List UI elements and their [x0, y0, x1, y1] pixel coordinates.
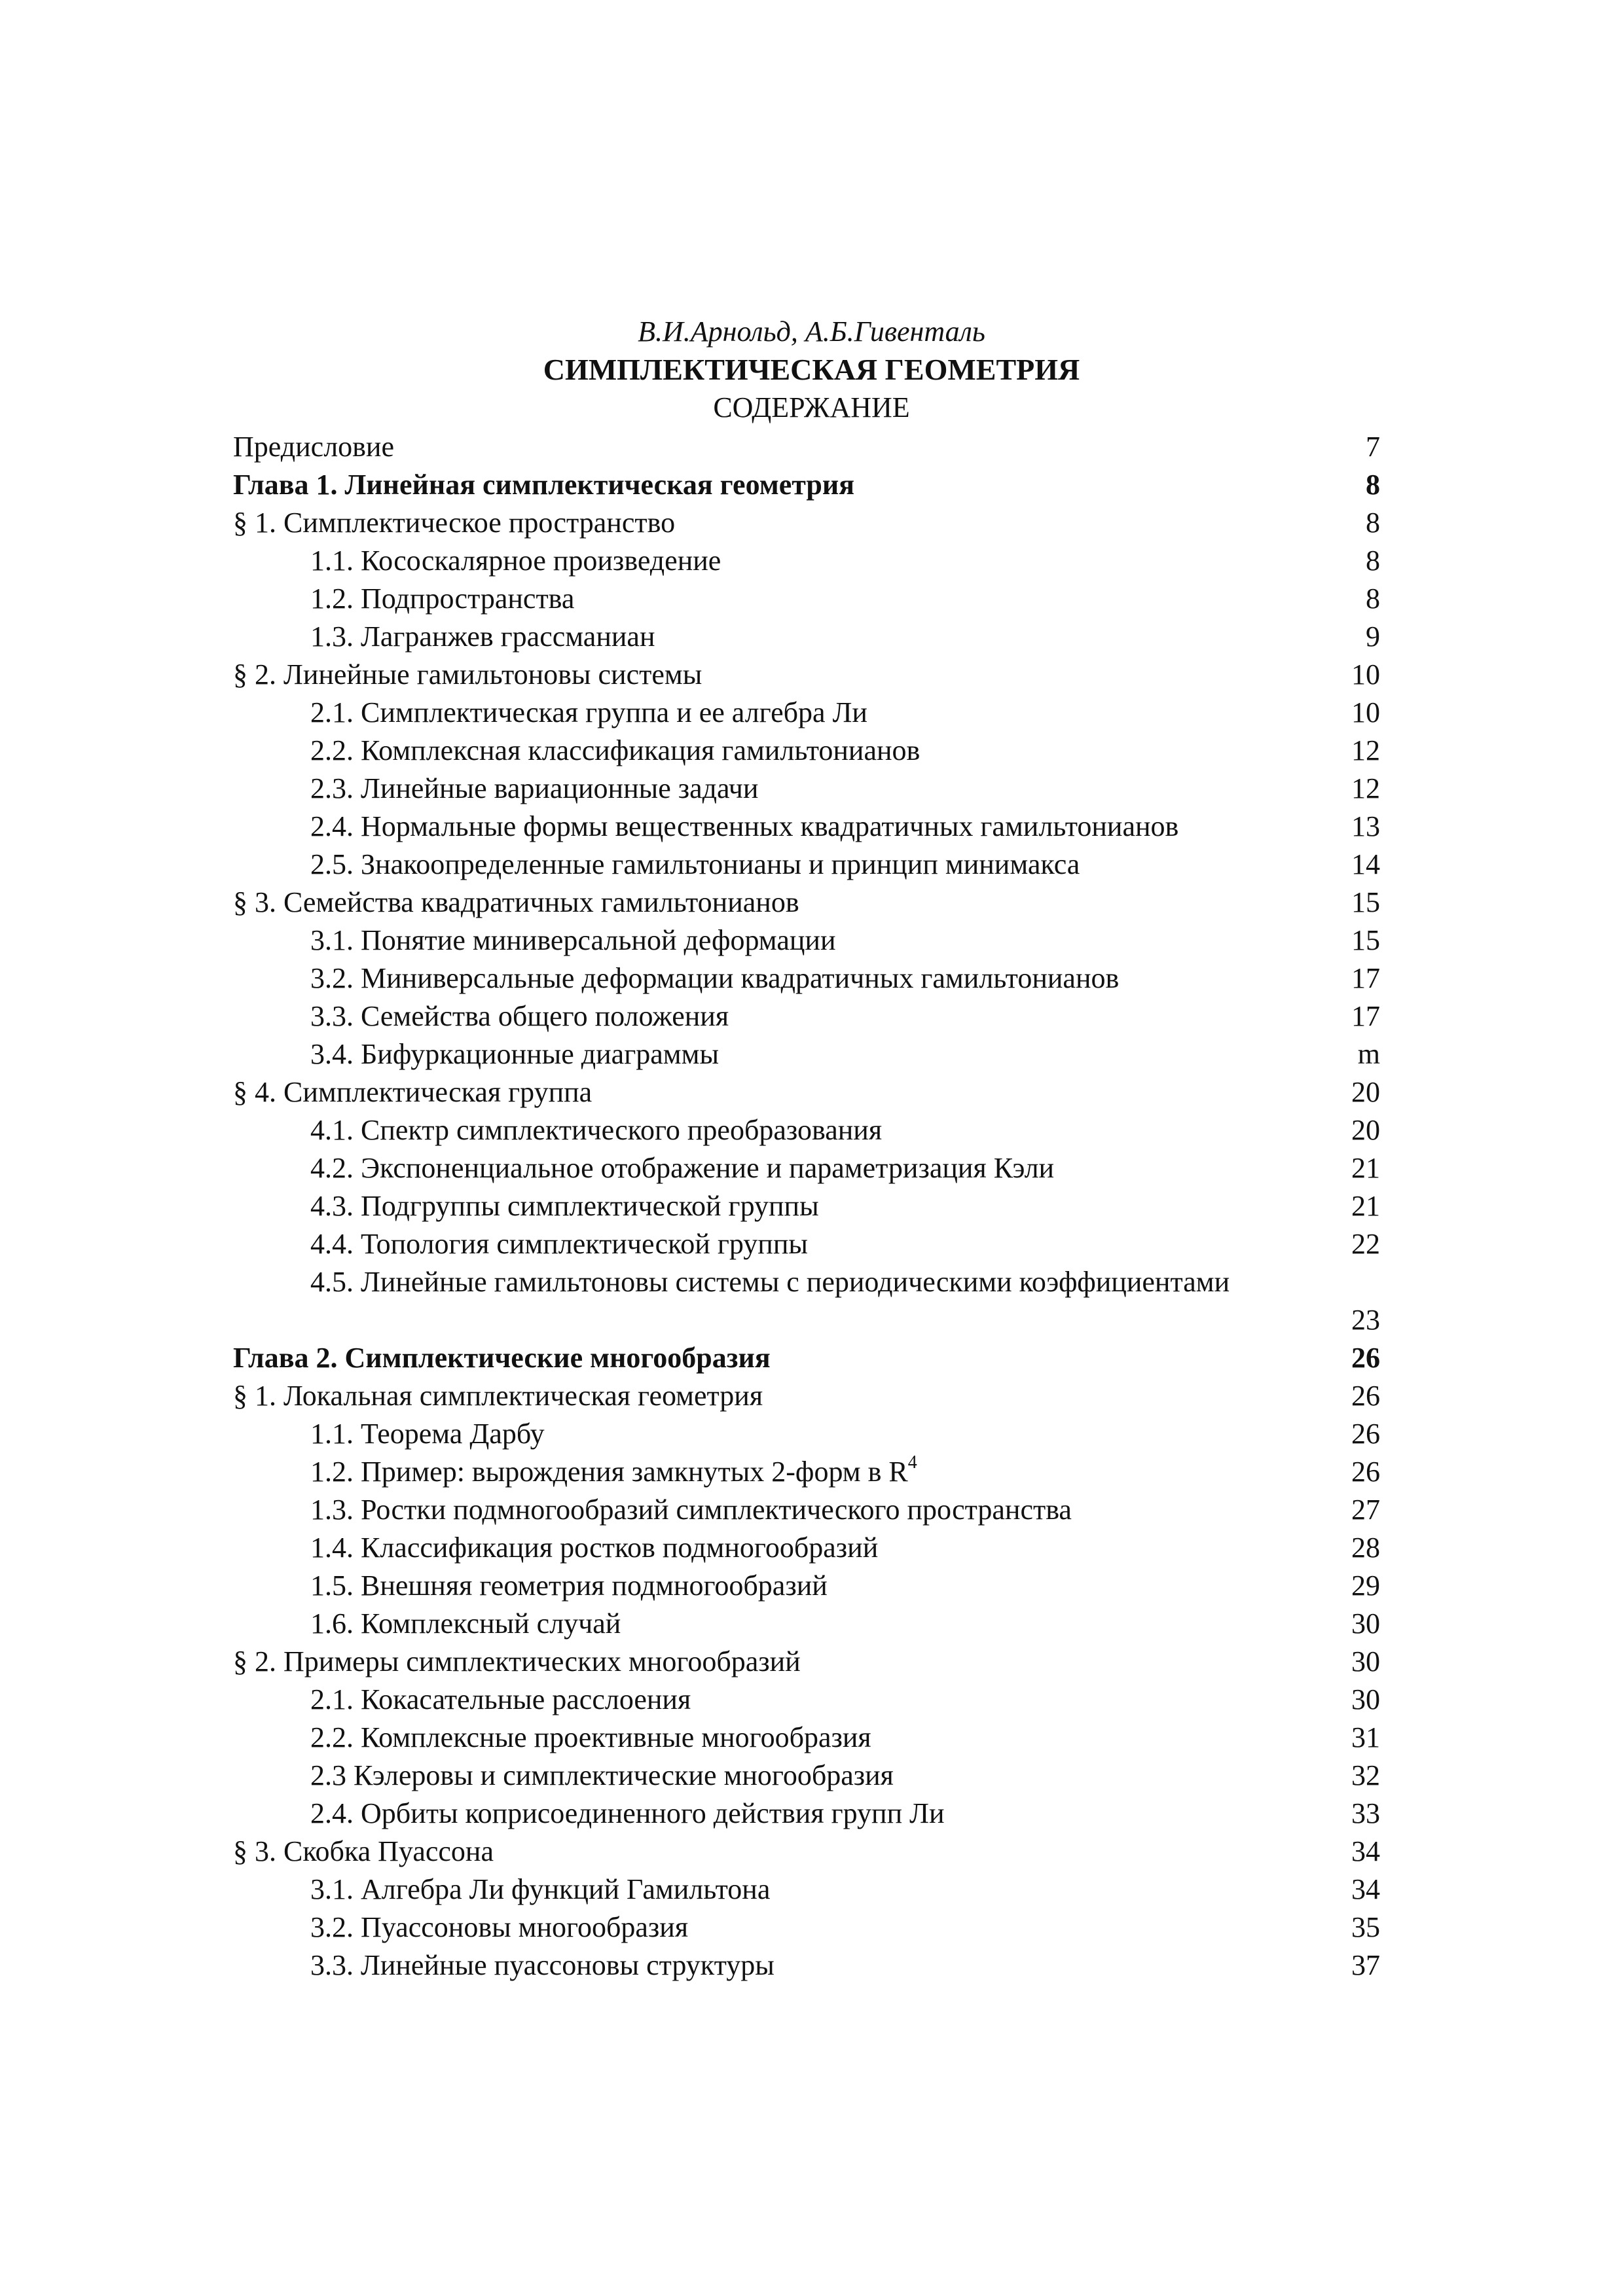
- toc-page-number: 37: [1351, 1949, 1380, 1981]
- toc-entry: [233, 428, 1380, 466]
- toc-entry-title: [310, 732, 920, 770]
- toc-entry-text: 3.1. Алгебра Ли функций Гамильтона: [310, 1873, 771, 1905]
- toc-entry-text: § 1. Локальная симплектическая геометрия: [233, 1380, 763, 1412]
- toc-page-number: 12: [1351, 772, 1380, 804]
- toc-entry-title: [310, 1225, 808, 1263]
- toc-chapter-entry: [233, 466, 1380, 504]
- toc-page-number: 10: [1351, 696, 1380, 728]
- toc-entry-text: 4.1. Спектр симплектического преобразования: [310, 1114, 883, 1146]
- toc-page-number: 26: [1351, 1418, 1380, 1450]
- toc-entry-text: § 3. Семейства квадратичных гамильтонианов: [233, 886, 799, 918]
- contents-heading: СОДЕРЖАНИЕ: [713, 391, 910, 423]
- toc-entry: [233, 694, 1380, 732]
- toc-entry-title: [310, 1719, 871, 1757]
- toc-entry: [233, 1377, 1380, 1415]
- toc-entry-text: 3.3. Линейные пуассоновы структуры: [310, 1949, 775, 1981]
- toc-page-number: 14: [1351, 848, 1380, 880]
- toc-entry: [233, 1643, 1380, 1681]
- toc-entry: [233, 846, 1380, 884]
- toc-entry-title: [310, 808, 1178, 846]
- toc-entry: [233, 1263, 1380, 1339]
- toc-entry: [233, 1149, 1380, 1187]
- toc-entry-title: [233, 504, 675, 542]
- toc-entry-title: [233, 466, 854, 504]
- toc-page-number: 12: [1351, 734, 1380, 766]
- toc-entry-text: § 2. Примеры симплектических многообразий: [233, 1645, 801, 1677]
- toc-entry: [233, 884, 1380, 922]
- toc-page-number: 28: [1351, 1532, 1380, 1564]
- book-title: СИМПЛЕКТИЧЕСКАЯ ГЕОМЕТРИЯ: [543, 353, 1080, 386]
- toc-entry-title: [310, 1605, 621, 1643]
- toc-entry-title: [310, 1946, 775, 1984]
- toc-entry-text: Глава 2. Симплектические многообразия: [233, 1342, 771, 1374]
- toc-entry-text: § 3. Скобка Пуассона: [233, 1835, 494, 1867]
- toc-entry-text: § 2. Линейные гамильтоновы системы: [233, 658, 702, 691]
- toc-entry: [233, 1035, 1380, 1073]
- toc-page-number: 27: [1351, 1494, 1380, 1526]
- toc-page-number: 33: [1351, 1797, 1380, 1829]
- toc-entry-text: 1.3. Лагранжев грассманиан: [310, 620, 655, 653]
- toc-entry: [233, 1719, 1380, 1757]
- toc-page-number: 20: [1351, 1114, 1380, 1146]
- toc-page-number: 34: [1351, 1835, 1380, 1867]
- toc-entry: [233, 1187, 1380, 1225]
- toc-entry-title: [310, 1263, 1292, 1301]
- toc-entry-title: [310, 1795, 945, 1833]
- toc-page-number: 8: [1366, 583, 1380, 615]
- toc-entry-text: § 4. Симплектическая группа: [233, 1076, 593, 1108]
- toc-entry: [233, 1567, 1380, 1605]
- toc-entry-text: 4.3. Подгруппы симплектической группы: [310, 1190, 819, 1222]
- toc-entry-title: [310, 1567, 828, 1605]
- toc-entry-text: 3.4. Бифуркационные диаграммы: [310, 1038, 720, 1070]
- toc-entry-text: 2.3. Линейные вариационные задачи: [310, 772, 759, 804]
- toc-entry-text: 4.4. Топология симплектической группы: [310, 1228, 808, 1260]
- toc-entry-text: § 1. Симплектическое пространство: [233, 507, 676, 539]
- toc-entry-title: [233, 656, 702, 694]
- toc-entry: [233, 504, 1380, 542]
- toc-page-number: 8: [1366, 469, 1380, 501]
- toc-entry-title: [233, 1073, 592, 1111]
- toc-entry: [233, 618, 1380, 656]
- toc-entry-title: [310, 1871, 770, 1909]
- toc-page-number: 9: [1366, 620, 1380, 653]
- toc-entry-title: [233, 1377, 763, 1415]
- toc-entry: [233, 542, 1380, 580]
- toc-entry: [233, 1946, 1380, 1984]
- toc-page-number: 30: [1351, 1607, 1380, 1640]
- toc-entry: [233, 808, 1380, 846]
- toc-entry-title: [310, 1529, 878, 1567]
- toc-entry: [233, 1795, 1380, 1833]
- toc-entry-text: Предисловие: [233, 431, 394, 463]
- toc-entry-text: 2.5. Знакоопределенные гамильтонианы и принцип минимакса: [310, 848, 1080, 880]
- toc-entry-title: [310, 694, 867, 732]
- toc-entry-title: [310, 1415, 545, 1453]
- toc-page-number: 17: [1351, 1000, 1380, 1032]
- toc-entry-text: 4.2. Экспоненциальное отображение и параметризация Кэли: [310, 1152, 1055, 1184]
- toc-entry-title: [310, 1681, 691, 1719]
- toc-entry-title: [310, 1909, 688, 1946]
- toc-page-number: 15: [1351, 924, 1380, 956]
- toc-entry-text: 2.4. Орбиты коприсоединенного действия групп Ли: [310, 1797, 945, 1829]
- authors: В.И.Арнольд, А.Б.Гивенталь: [638, 315, 985, 348]
- toc-entry-title: [233, 1643, 801, 1681]
- toc-entry-title: [310, 846, 1080, 884]
- toc-entry: [233, 732, 1380, 770]
- toc-entry-title: [233, 1833, 494, 1871]
- toc-entry-title: [310, 1757, 894, 1795]
- toc-page-number: 22: [1351, 1228, 1380, 1260]
- toc-entry-title: [310, 1111, 882, 1149]
- toc-entry-title: [310, 1453, 917, 1491]
- toc-page-number: 20: [1351, 1076, 1380, 1108]
- toc-entry-superscript: 4: [907, 1452, 917, 1473]
- toc-entry-text: 1.2. Пример: вырождения замкнутых 2-форм в R: [310, 1456, 908, 1488]
- toc-entry-title: [310, 618, 655, 656]
- toc-entry-title: [233, 1339, 771, 1377]
- toc-page-number: 13: [1351, 810, 1380, 842]
- toc-entry: [233, 1757, 1380, 1795]
- toc-entry: [233, 770, 1380, 808]
- toc-entry: [233, 1111, 1380, 1149]
- toc-page-number: 10: [1351, 658, 1380, 691]
- toc-entry-text: 2.4. Нормальные формы вещественных квадратичных гамильтонианов: [310, 810, 1179, 842]
- toc-entry-text: 2.1. Симплектическая группа и ее алгебра Ли: [310, 696, 867, 728]
- toc-page-number: 23: [1351, 1304, 1380, 1336]
- toc-entry-text: 3.2. Пуассоновы многообразия: [310, 1911, 689, 1943]
- toc-entry-title: [310, 960, 1119, 997]
- toc-entry: [233, 1681, 1380, 1719]
- toc-entry-text: 2.2. Комплексная классификация гамильтонианов: [310, 734, 921, 766]
- toc-entry-title: [233, 428, 394, 466]
- toc-page-number: 7: [1366, 431, 1380, 463]
- toc-page-number: 35: [1351, 1911, 1380, 1943]
- toc-entry-text: 2.1. Кокасательные расслоения: [310, 1683, 691, 1715]
- toc-page-number: 31: [1351, 1721, 1380, 1753]
- toc-page-number: 29: [1351, 1570, 1380, 1602]
- toc-page-number: 34: [1351, 1873, 1380, 1905]
- toc-page-number: 26: [1351, 1456, 1380, 1488]
- toc-entry-title: [310, 1491, 1072, 1529]
- toc-entry: [233, 580, 1380, 618]
- toc-page-number: 30: [1351, 1645, 1380, 1677]
- table-of-contents: [233, 428, 1380, 1984]
- toc-page-number: 8: [1366, 507, 1380, 539]
- toc-entry-title: [310, 1187, 819, 1225]
- toc-entry-text: 2.3 Кэлеровы и симплектические многообразия: [310, 1759, 894, 1791]
- toc-page-number: 32: [1351, 1759, 1380, 1791]
- toc-page-number: 17: [1351, 962, 1380, 994]
- toc-entry-text: 4.5. Линейные гамильтоновы системы с периодическими коэффициентами: [310, 1266, 1230, 1298]
- toc-entry: [233, 1453, 1380, 1491]
- toc-page-number: 30: [1351, 1683, 1380, 1715]
- toc-entry: [233, 922, 1380, 960]
- toc-entry-text: 1.1. Кососкалярное произведение: [310, 545, 721, 577]
- toc-entry-text: 1.4. Классификация ростков подмногообразий: [310, 1532, 879, 1564]
- toc-page-number: 21: [1351, 1190, 1380, 1222]
- toc-entry: [233, 1225, 1380, 1263]
- toc-entry-text: 1.1. Теорема Дарбу: [310, 1418, 545, 1450]
- toc-entry: [233, 1529, 1380, 1567]
- toc-page-number: 26: [1351, 1380, 1380, 1412]
- toc-entry: [233, 1415, 1380, 1453]
- toc-entry-text: 1.6. Комплексный случай: [310, 1607, 621, 1640]
- toc-page-number: m: [1357, 1038, 1380, 1070]
- toc-entry-title: [310, 580, 574, 618]
- toc-entry: [233, 1605, 1380, 1643]
- toc-entry-title: [310, 542, 721, 580]
- toc-page-number: 15: [1351, 886, 1380, 918]
- toc-entry: [233, 1871, 1380, 1909]
- toc-chapter-entry: [233, 1339, 1380, 1377]
- toc-entry: [233, 997, 1380, 1035]
- toc-entry-text: 1.5. Внешняя геометрия подмногообразий: [310, 1570, 828, 1602]
- toc-page-number: 26: [1351, 1342, 1380, 1374]
- toc-page-number: 8: [1366, 545, 1380, 577]
- toc-entry-title: [233, 884, 799, 922]
- toc-entry-text: 3.1. Понятие миниверсальной деформации: [310, 924, 836, 956]
- toc-entry: [233, 1833, 1380, 1871]
- toc-entry: [233, 656, 1380, 694]
- toc-entry-title: [310, 997, 729, 1035]
- toc-entry: [233, 1073, 1380, 1111]
- toc-entry-text: Глава 1. Линейная симплектическая геометрия: [233, 469, 855, 501]
- toc-entry-text: 3.3. Семейства общего положения: [310, 1000, 729, 1032]
- toc-entry-text: 1.3. Ростки подмногообразий симплектического пространства: [310, 1494, 1072, 1526]
- toc-entry-title: [310, 1035, 719, 1073]
- toc-entry-text: 3.2. Миниверсальные деформации квадратичных гамильтонианов: [310, 962, 1120, 994]
- toc-entry-title: [310, 770, 758, 808]
- toc-entry: [233, 1909, 1380, 1946]
- toc-page-number: 21: [1351, 1152, 1380, 1184]
- toc-entry: [233, 1491, 1380, 1529]
- toc-entry-text: 2.2. Комплексные проективные многообразия: [310, 1721, 871, 1753]
- toc-entry: [233, 960, 1380, 997]
- toc-entry-text: 1.2. Подпространства: [310, 583, 575, 615]
- toc-entry-title: [310, 922, 836, 960]
- toc-entry-title: [310, 1149, 1054, 1187]
